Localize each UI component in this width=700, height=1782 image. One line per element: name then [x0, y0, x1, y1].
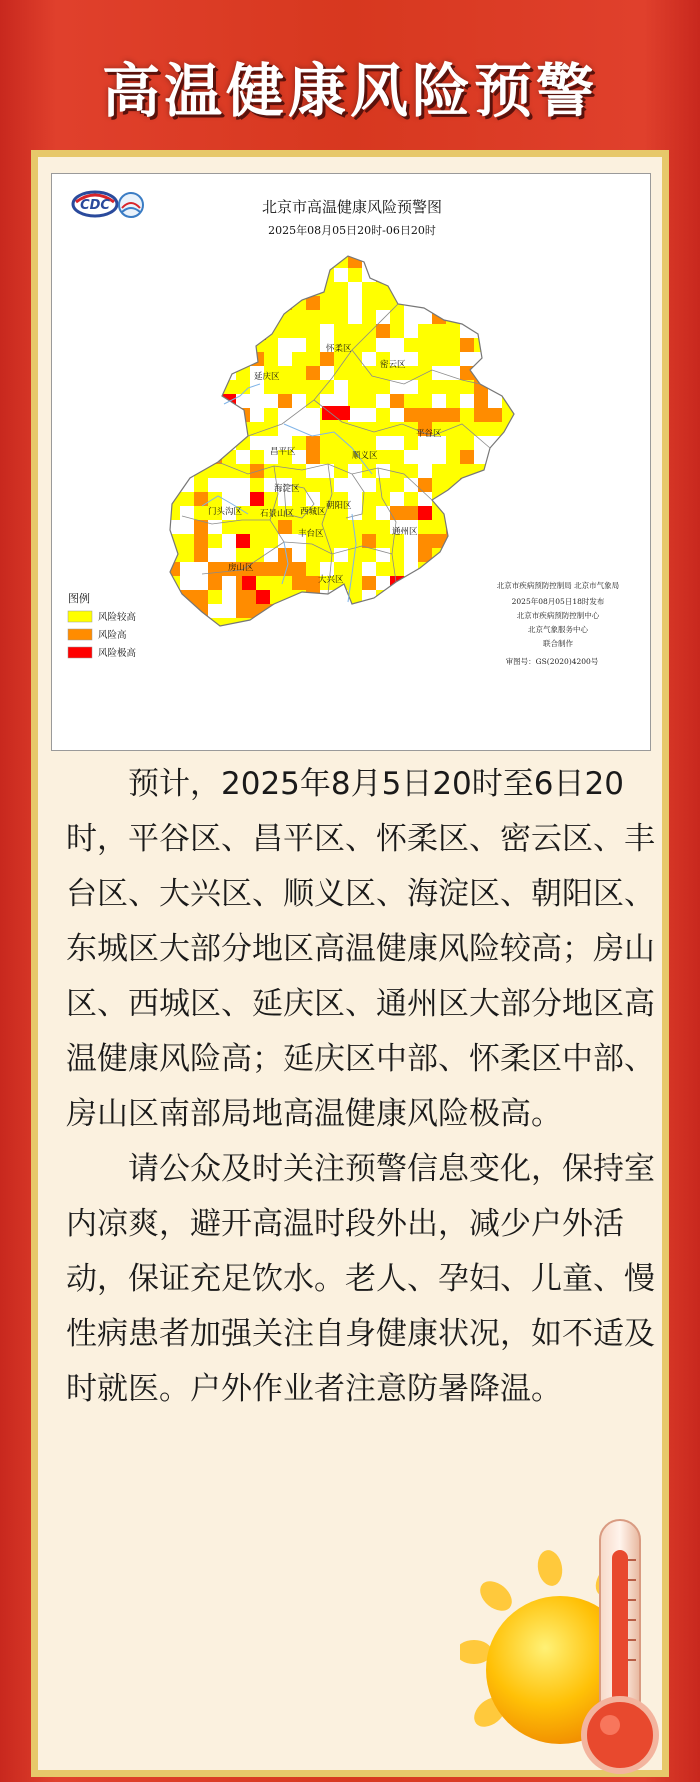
- legend-title: 图例: [68, 592, 90, 605]
- label-xicheng: 西城区: [300, 507, 326, 517]
- map-credits: [497, 580, 619, 666]
- label-fengtai: 丰台区: [298, 529, 324, 539]
- label-pinggu: 平谷区: [416, 429, 442, 439]
- map-title: 北京市高温健康风险预警图: [261, 198, 443, 216]
- warning-text: [66, 757, 658, 1417]
- map-period: 2025年08月05日20时-06日20时: [268, 224, 436, 237]
- legend-label-extreme: 风险极高: [98, 648, 137, 659]
- forecast-paragraph: 预计，2025年8月5日20时至6日20时，平谷区、昌平区、怀柔区、密云区、丰台区、大兴区、顺义区、海淀区、朝阳区、东城区大部分地区高温健康风险较高；房山区、西城区、延庆区、通州区大部分地区高温健康风险高；延庆区中部、怀柔区中部、房山区南部局地高温健康风险极高。: [66, 766, 655, 1132]
- weather-logo: [119, 193, 143, 217]
- credit-line-5: 联合制作: [543, 639, 573, 648]
- label-mentougou: 门头沟区: [208, 507, 243, 517]
- risk-map: [52, 174, 652, 752]
- cdc-logo: [73, 192, 117, 216]
- label-shunyi: 顺义区: [352, 451, 378, 461]
- label-chaoyang: 朝阳区: [326, 501, 352, 511]
- credit-line-1: 北京市疾病预防控制局 北京市气象局: [496, 581, 620, 590]
- credit-line-2: 2025年08月05日18时发布: [511, 597, 605, 606]
- sun-thermometer-illustration: [460, 1500, 700, 1782]
- label-tongzhou: 通州区: [392, 527, 418, 537]
- label-huairou: 怀柔区: [326, 344, 352, 354]
- label-fangshan: 房山区: [228, 563, 254, 573]
- legend-swatch-high: [68, 611, 92, 622]
- label-daxing: 大兴区: [318, 575, 344, 585]
- label-shijingshan: 石景山区: [260, 509, 295, 519]
- label-yanqing: 延庆区: [254, 372, 280, 382]
- legend: [68, 591, 137, 659]
- credit-line-4: 北京气象服务中心: [528, 625, 588, 634]
- cdc-logo-text: CDC: [80, 198, 110, 213]
- legend-label-higher: 风险高: [98, 630, 127, 641]
- review-number: 审图号：GS(2020)4200号: [505, 657, 599, 666]
- legend-swatch-extreme: [68, 647, 92, 658]
- label-miyun: 密云区: [380, 360, 406, 370]
- advice-paragraph: 请公众及时关注预警信息变化，保持室内凉爽，避开高温时段外出，减少户外活动，保证充足饮水。老人、孕妇、儿童、慢性病患者加强关注自身健康状况，如不适及时就医。户外作业者注意防暑降温。: [66, 1151, 655, 1407]
- risk-map-card: [51, 173, 651, 751]
- legend-swatch-higher: [68, 629, 92, 640]
- label-changping: 昌平区: [270, 447, 296, 457]
- legend-label-high: 风险较高: [98, 612, 137, 623]
- label-haidian: 海淀区: [274, 484, 300, 494]
- credit-line-3: 北京市疾病预防控制中心: [516, 611, 600, 620]
- page-title: 高温健康风险预警: [101, 57, 598, 125]
